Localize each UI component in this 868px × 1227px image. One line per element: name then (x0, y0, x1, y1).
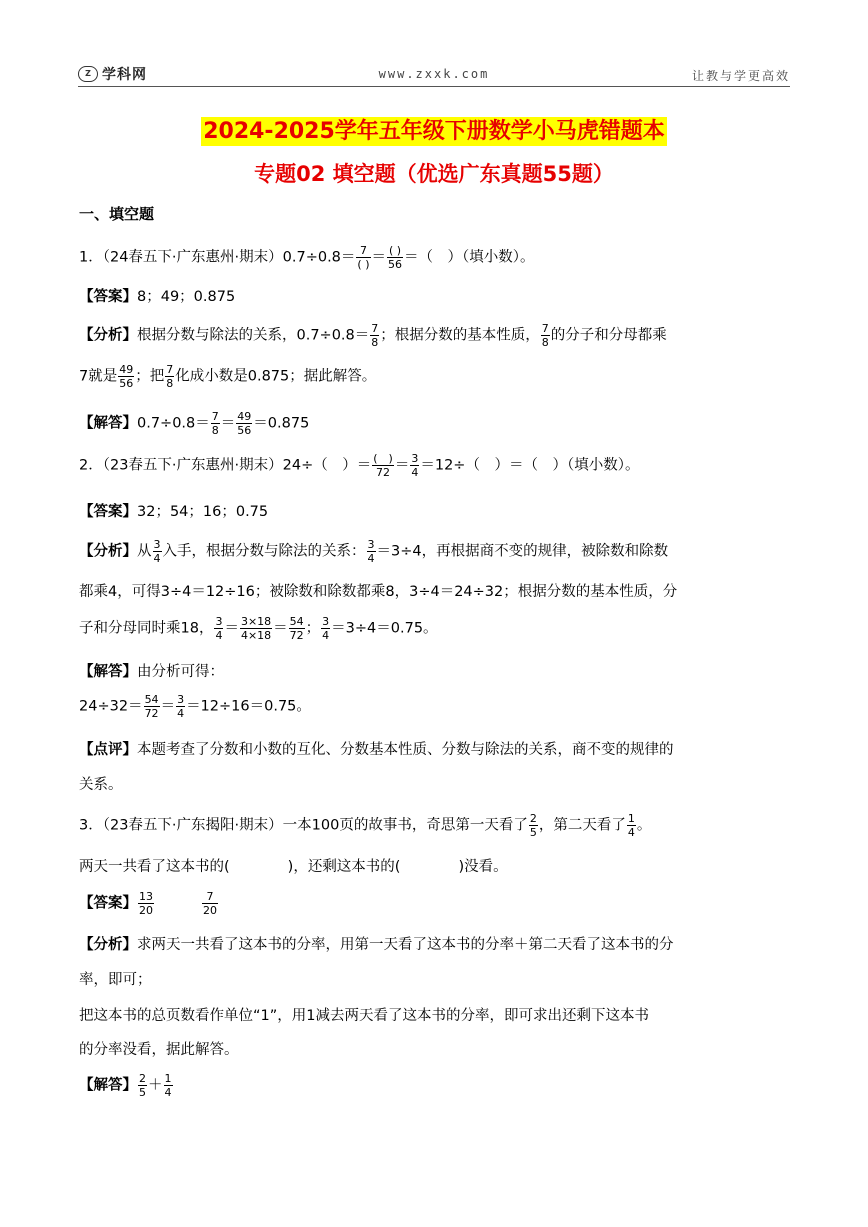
fraction: $\frac{3}{4}$ (177, 693, 185, 720)
q3-analysis-line1: 【分析】求两天一共看了这本书的分率，用第一天看了这本书的分率＋第二天看了这本书的分 (79, 937, 674, 953)
q3-analysis-line2: 率，即可； (79, 972, 152, 988)
q2-comment-line2: 关系。 (79, 777, 123, 793)
q2-answer: 【答案】32；54；16；0.75 (79, 504, 269, 520)
header-divider (78, 86, 790, 87)
q1-analysis-line2: 7就是 $\frac{49}{56}$ ；把 $\frac{7}{8}$ 化成小数是0.875；据此解答。 (79, 363, 377, 390)
q3-answer: 【答案】 $\frac{13}{20}$ $\frac{7}{20}$ (79, 890, 217, 917)
q2-stem: 2．（23春五下·广东惠州·期末）24÷（ ）＝ $\frac{( )}{72}$ ＝ $\frac{3}{4}$ ＝12÷（ ）＝（ ）（填小数）。 (79, 452, 640, 479)
logo-text: 学科网 (102, 67, 147, 83)
q2-analysis-line2: 都乘4，可得3÷4＝12÷16；被除数和除数都乘8，3÷4＝24÷32；根据分数的基本性质，分 (79, 584, 678, 600)
fraction: $\frac{7}{( )}$ (357, 244, 370, 271)
fraction: $\frac{3\times 18}{4\times 18}$ (240, 615, 272, 642)
fraction: $\frac{2}{5}$ (139, 1072, 146, 1099)
logo-icon: Z (78, 66, 98, 82)
fraction: $\frac{3}{4}$ (215, 615, 223, 642)
fraction: $\frac{3}{4}$ (322, 615, 330, 642)
fraction: $\frac{2}{5}$ (529, 812, 537, 839)
q3-stem-line2: 两天一共看了这本书的( )，还剩这本书的( )没看。 (79, 859, 508, 875)
section-heading: 一、填空题 (79, 205, 155, 223)
fraction: $\frac{1}{4}$ (164, 1072, 172, 1099)
q1-stem: 1．（24春五下·广东惠州·期末）0.7÷0.8＝ $\frac{7}{( )}$ ＝ $\frac{( )}{56}$ ＝（ ）（填小数）。 (79, 244, 535, 271)
fraction: $\frac{54}{72}$ (144, 693, 159, 720)
doc-title: 2024-2025学年五年级下册数学小马虎错题本 (203, 119, 665, 144)
q3-solution: 【解答】 $\frac{2}{5}$ ＋ $\frac{1}{4}$ (79, 1072, 172, 1099)
q2-analysis-line1: 【分析】从 $\frac{3}{4}$ 入手，根据分数与除法的关系： $\frac{3}{4}$ ＝3÷4，再根据商不变的规律，被除数和除数 (79, 538, 669, 565)
fraction: $\frac{7}{20}$ (203, 890, 217, 917)
fraction: $\frac{3}{4}$ (153, 538, 161, 565)
q2-solution: 24÷32＝ $\frac{54}{72}$ ＝ $\frac{3}{4}$ ＝12÷16＝0.75。 (79, 693, 311, 720)
q1-analysis-line1: 【分析】根据分数与除法的关系，0.7÷0.8＝ $\frac{7}{8}$ ；根据分数的基本性质， $\frac{7}{8}$ 的分子和分母都乘 (79, 322, 667, 349)
q1-solution: 【解答】0.7÷0.8＝ $\frac{7}{8}$ ＝ $\frac{49}{56}$ ＝0.875 (79, 410, 310, 437)
q3-stem: 3．（23春五下·广东揭阳·期末）一本100页的故事书，奇思第一天看了 $\frac{2}{5}$ ，第二天看了 $\frac{1}{4}$ 。 (79, 812, 652, 839)
q1-answer: 【答案】8；49；0.875 (79, 289, 236, 305)
fraction: $\frac{3}{4}$ (411, 452, 419, 479)
fraction: $\frac{7}{8}$ (541, 322, 549, 349)
page-header (78, 60, 790, 86)
fraction: $\frac{49}{56}$ (119, 363, 134, 390)
fraction: $\frac{3}{4}$ (367, 538, 375, 565)
doc-subtitle: 专题02 填空题（优选广东真题55题） (254, 162, 614, 186)
fraction: $\frac{( )}{72}$ (373, 452, 393, 479)
fraction: $\frac{7}{8}$ (211, 410, 219, 437)
fraction: $\frac{7}{8}$ (166, 363, 174, 390)
q3-analysis-line3: 把这本书的总页数看作单位“1”，用1减去两天看了这本书的分率，即可求出还剩下这本书 (79, 1008, 649, 1024)
slogan: 让教与学更高效 (691, 69, 790, 83)
q2-comment-line1: 【点评】本题考查了分数和小数的互化、分数基本性质、分数与除法的关系，商不变的规律的 (79, 742, 674, 758)
fraction: $\frac{13}{20}$ (139, 890, 153, 917)
fraction: $\frac{54}{72}$ (289, 615, 304, 642)
q2-analysis-line3: 子和分母同时乘18， $\frac{3}{4}$ ＝ $\frac{3\times 18}{4\times 18}$ ＝ $\frac{54}{72}$ ； $\frac{3}{4}$ ＝3÷4＝0.75。 (79, 615, 438, 642)
fraction: $\frac{7}{8}$ (371, 322, 379, 349)
fraction: $\frac{1}{4}$ (627, 812, 635, 839)
site-url[interactable]: www.zxxk.com (378, 67, 490, 81)
fraction: $\frac{( )}{56}$ (388, 244, 403, 271)
fraction: $\frac{49}{56}$ (237, 410, 252, 437)
q2-solution-label: 【解答】由分析可得： (79, 664, 224, 680)
q3-analysis-line4: 的分率没看，据此解答。 (79, 1042, 239, 1058)
